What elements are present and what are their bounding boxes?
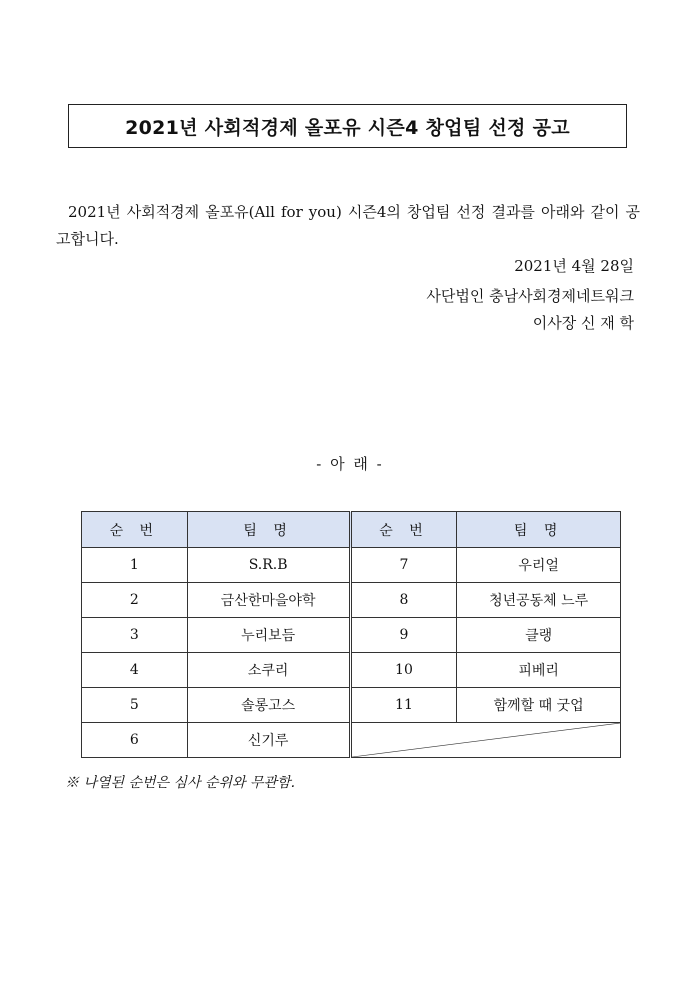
table-row [82,548,621,583]
row-number-left: 4 [82,653,188,688]
announcement-date: 2021년 4월 28일 [514,257,634,275]
row-team-right: 함께할 때 굿업 [457,688,621,723]
header-team-right: 팀 명 [457,512,621,548]
row-number-right: 9 [350,618,457,653]
row-team-right: 청년공동체 느루 [457,583,621,618]
row-team-right: 우리얼 [457,548,621,583]
empty-diagonal-cell [350,723,620,758]
row-number-right: 11 [350,688,457,723]
row-number-left: 3 [82,618,188,653]
diagonal-line [352,723,620,757]
header-number-right: 순 번 [350,512,457,548]
below-heading: - 아 래 - [316,455,384,473]
row-team-left: 누리보듬 [187,618,350,653]
table-header-row [82,512,621,548]
row-team-left: 솔롱고스 [187,688,350,723]
table-row [82,583,621,618]
row-team-left: 소쿠리 [187,653,350,688]
row-number-right: 7 [350,548,457,583]
header-number-left: 순 번 [82,512,188,548]
row-team-right: 클랭 [457,618,621,653]
footnote: ※ 나열된 순번은 심사 순위와 무관함. [65,775,296,791]
organization-name: 사단법인 충남사회경제네트워크 [426,287,634,305]
table-row [82,653,621,688]
table-row [82,688,621,723]
row-team-left: 금산한마을야학 [187,583,350,618]
row-number-left: 1 [82,548,188,583]
row-team-left: 신기루 [187,723,350,758]
intro-paragraph: 2021년 사회적경제 올포유(All for you) 시즌4의 창업팀 선정 결과를 아래와 같이 공고합니다. [56,203,640,248]
header-team-left: 팀 명 [187,512,350,548]
row-number-left: 6 [82,723,188,758]
selected-teams-table [81,511,621,758]
row-team-left: S.R.B [187,548,350,583]
table-row [82,618,621,653]
row-number-right: 10 [350,653,457,688]
row-number-left: 5 [82,688,188,723]
row-number-left: 2 [82,583,188,618]
row-number-right: 8 [350,583,457,618]
notice-title: 2021년 사회적경제 올포유 시즌4 창업팀 선정 공고 [125,116,570,139]
chairman-name: 이사장 신 재 학 [532,314,634,332]
notice-title-box [68,104,627,148]
table-row [82,723,621,758]
row-team-right: 피베리 [457,653,621,688]
